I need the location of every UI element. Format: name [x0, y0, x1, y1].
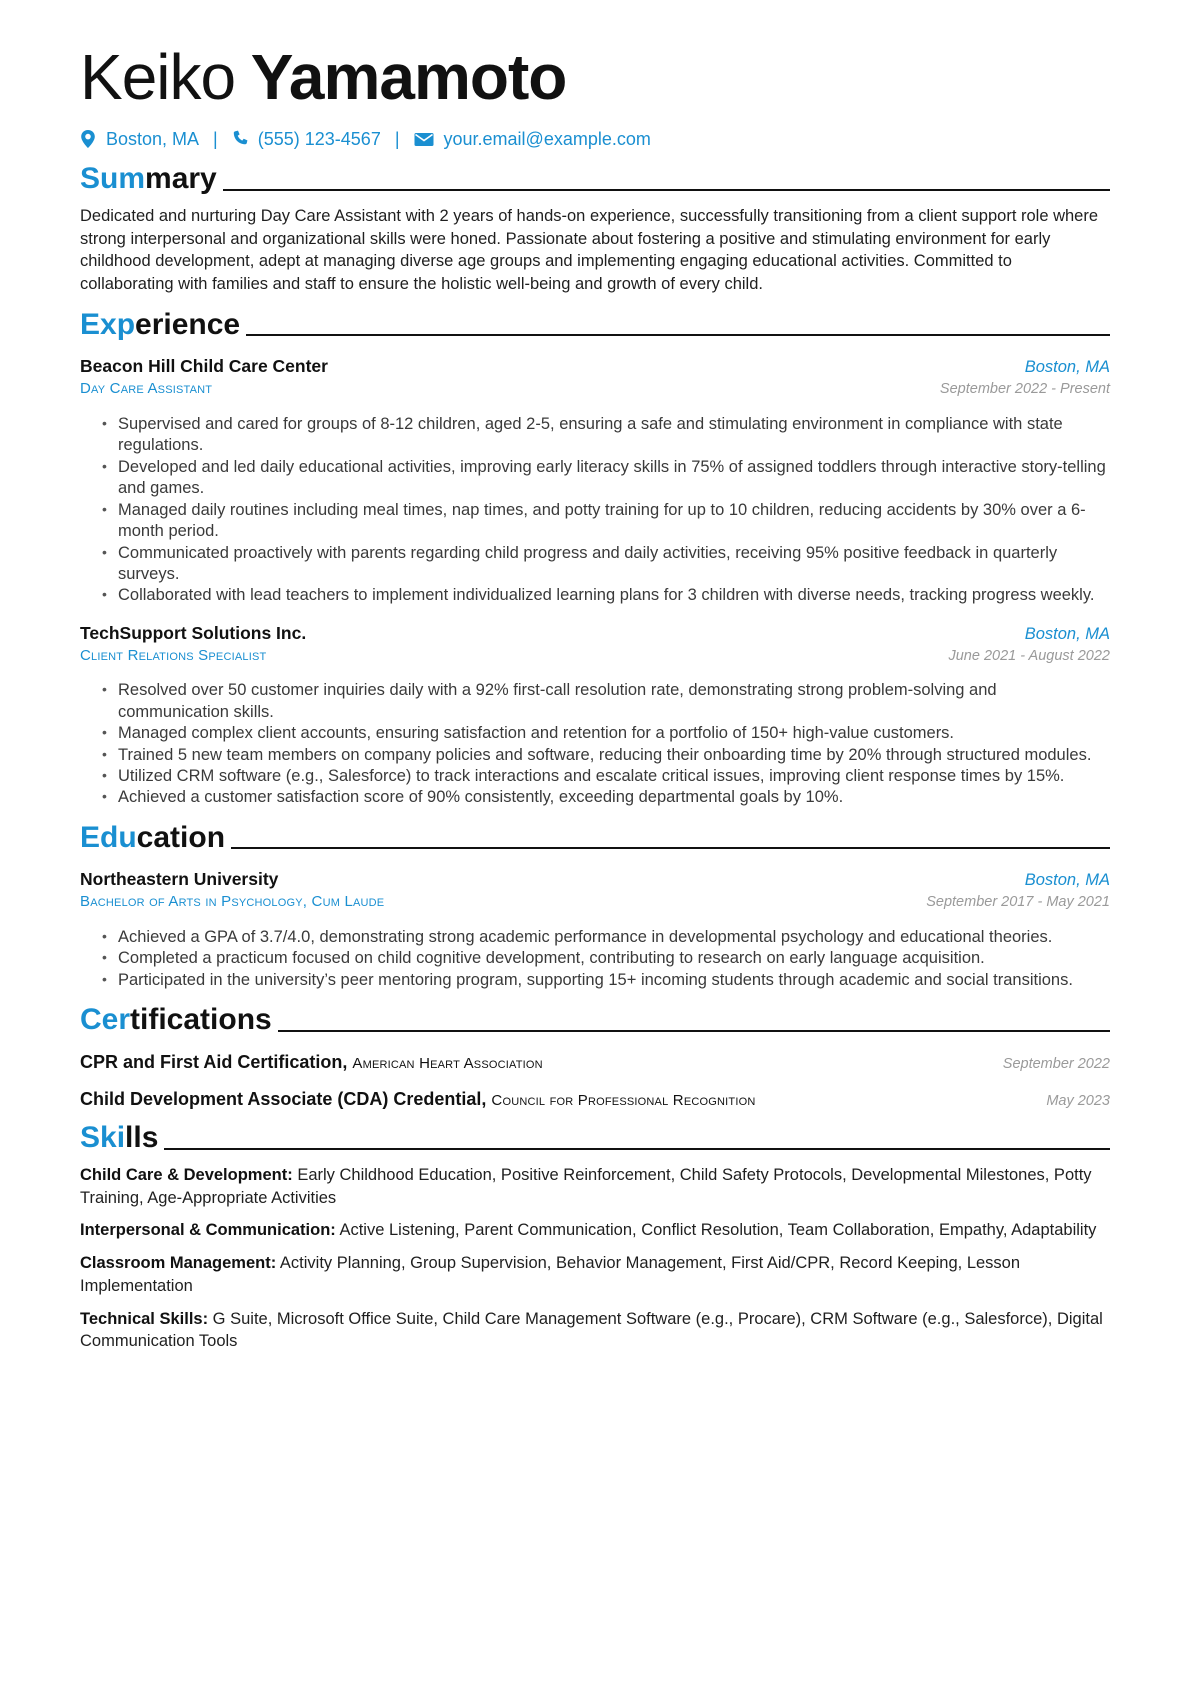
contact-separator: |	[213, 128, 218, 149]
skill-group	[80, 1164, 1110, 1210]
bullet-list	[102, 680, 1110, 809]
section-title: Education	[80, 820, 226, 854]
skill-label: Child Care & Development:	[80, 1165, 293, 1184]
bullet-item: • Completed a practicum focused on child cognitive development, contributing to research on early language acquisition.	[102, 948, 1110, 969]
contact-separator: |	[394, 128, 400, 149]
skill-label: Classroom Management:	[80, 1254, 277, 1273]
section-title: Experience	[80, 307, 241, 341]
certification-item	[80, 1050, 1110, 1075]
skill-group	[80, 1308, 1110, 1354]
phone-icon	[232, 130, 248, 148]
candidate-name	[80, 42, 1110, 112]
bullet-item: • Achieved a GPA of 3.7/4.0, demonstrating strong academic performance in developmental psychology and educational theories.	[102, 927, 1110, 948]
map-pin-icon	[80, 130, 96, 148]
certifications-heading	[80, 1003, 1110, 1038]
bullet-item: • Developed and led daily educational activities, improving early literacy skills in 75% of assigned toddlers through interactive story-telling and games.	[102, 457, 1110, 500]
certification-comma: ,	[481, 1088, 492, 1109]
organization-name: TechSupport Solutions Inc.	[80, 622, 307, 643]
bullet-item: • Achieved a customer satisfaction score of 90% consistently, exceeding departmental goals by 10%.	[102, 787, 1110, 808]
email-text: your.email@example.com	[443, 128, 651, 149]
entry-location: Boston, MA	[1024, 871, 1110, 890]
section-rule	[231, 847, 1110, 849]
institution-name: Northeastern University	[80, 869, 279, 890]
entry-location: Boston, MA	[1024, 624, 1110, 643]
contact-bar	[80, 126, 1110, 152]
skill-label: Interpersonal & Communication:	[80, 1221, 336, 1240]
contact-phone[interactable]	[232, 127, 381, 152]
skill-values: Early Childhood Education, Positive Reinforcement, Child Safety Protocols, Developmental Milestones, Potty Training, Age-Appropriate Activities	[80, 1165, 1092, 1207]
entry-dates: September 2022 - Present	[939, 381, 1110, 398]
phone-text: (555) 123-4567	[257, 128, 381, 149]
skill-label: Technical Skills:	[80, 1309, 209, 1328]
organization-name: Beacon Hill Child Care Center	[80, 356, 328, 377]
skill-values: Activity Planning, Group Supervision, Behavior Management, First Aid/CPR, Record Keeping, Lesson Implementation	[80, 1254, 1021, 1295]
section-rule	[278, 1030, 1110, 1032]
envelope-icon	[414, 130, 434, 148]
summary-text: Dedicated and nurturing Day Care Assistant with 2 years of hands-on experience, successfully transitioning from a client support role where strong interpersonal and organizational skills were honed. Passionate about fostering a positive and stimulating environment for early childhood development, adept at managing diverse age groups and implementing engaging educational activities. Committed to collaborating with families and staff to ensure the holistic well-being and growth of every child.	[80, 206, 1099, 294]
contact-location	[80, 127, 199, 152]
bullet-item: • Managed daily routines including meal times, nap times, and potty training for up to 10 children, reducing accidents by 30% over a 6-month period.	[102, 500, 1110, 543]
bullet-item: • Supervised and cared for groups of 8-12 children, aged 2-5, ensuring a safe and stimulating environment in compliance with state regulations.	[102, 414, 1110, 457]
bullet-item: • Managed complex client accounts, ensuring satisfaction and retention for a portfolio of 150+ high-value customers.	[102, 723, 1110, 744]
certification-issuer: Council for Professional Recognition	[491, 1091, 756, 1109]
experience-entry	[80, 621, 1110, 809]
certification-date: September 2022	[1002, 1055, 1110, 1072]
skill-group	[80, 1252, 1110, 1298]
job-title: Day Care Assistant	[80, 380, 213, 398]
certification-date: May 2023	[1046, 1092, 1110, 1109]
bullet-item: • Resolved over 50 customer inquiries daily with a 92% first-call resolution rate, demonstrating strong problem-solving and communication skills.	[102, 680, 1110, 723]
bullet-item: • Communicated proactively with parents regarding child progress and daily activities, receiving 95% positive feedback in quarterly surveys.	[102, 543, 1110, 586]
entry-location: Boston, MA	[1024, 358, 1110, 377]
job-title: Client Relations Specialist	[80, 646, 267, 664]
certification-item	[80, 1087, 1110, 1112]
last-name: Yamamoto	[250, 41, 567, 113]
entry-dates: September 2017 - May 2021	[926, 894, 1110, 911]
section-title: Skills	[80, 1121, 159, 1155]
summary-heading	[80, 162, 1110, 197]
section-rule	[164, 1148, 1110, 1150]
degree-title: Bachelor of Arts in Psychology, Cum Laude	[80, 893, 385, 911]
bullet-list	[102, 927, 1110, 991]
experience-entry	[80, 354, 1110, 606]
contact-email[interactable]	[414, 127, 651, 152]
certification-name: CPR and First Aid Certification	[80, 1051, 343, 1072]
location-text: Boston, MA	[106, 128, 200, 149]
entry-dates: June 2021 - August 2022	[948, 647, 1110, 664]
section-rule	[223, 189, 1110, 191]
section-title: Certifications	[80, 1003, 272, 1037]
section-rule	[246, 334, 1110, 336]
skill-group	[80, 1219, 1110, 1242]
bullet-list	[102, 414, 1110, 607]
certification-comma: ,	[342, 1051, 353, 1072]
bullet-item: • Trained 5 new team members on company policies and software, reducing their onboarding time by 20% through structured modules.	[102, 745, 1110, 766]
skill-values: Active Listening, Parent Communication, Conflict Resolution, Team Collaboration, Empathy, Adaptability	[339, 1221, 1097, 1240]
certification-issuer: American Heart Association	[352, 1054, 543, 1072]
bullet-item: • Utilized CRM software (e.g., Salesforce) to track interactions and escalate critical issues, improving client response times by 15%.	[102, 766, 1110, 787]
section-title: Summary	[80, 162, 217, 196]
education-entry	[80, 867, 1110, 991]
experience-heading	[80, 308, 1110, 343]
bullet-item: • Collaborated with lead teachers to implement individualized learning plans for 3 children with diverse needs, tracking progress weekly.	[102, 585, 1110, 606]
bullet-item: • Participated in the university’s peer mentoring program, supporting 15+ incoming students through academic and social transitions.	[102, 970, 1110, 991]
skill-values: G Suite, Microsoft Office Suite, Child Care Management Software (e.g., Procare), CRM Software (e.g., Salesforce), Digital Communication Tools	[80, 1309, 1103, 1351]
certification-name: Child Development Associate (CDA) Credential	[80, 1088, 482, 1109]
education-heading	[80, 821, 1110, 856]
skills-heading	[80, 1121, 1110, 1156]
first-name: Keiko	[80, 41, 236, 113]
